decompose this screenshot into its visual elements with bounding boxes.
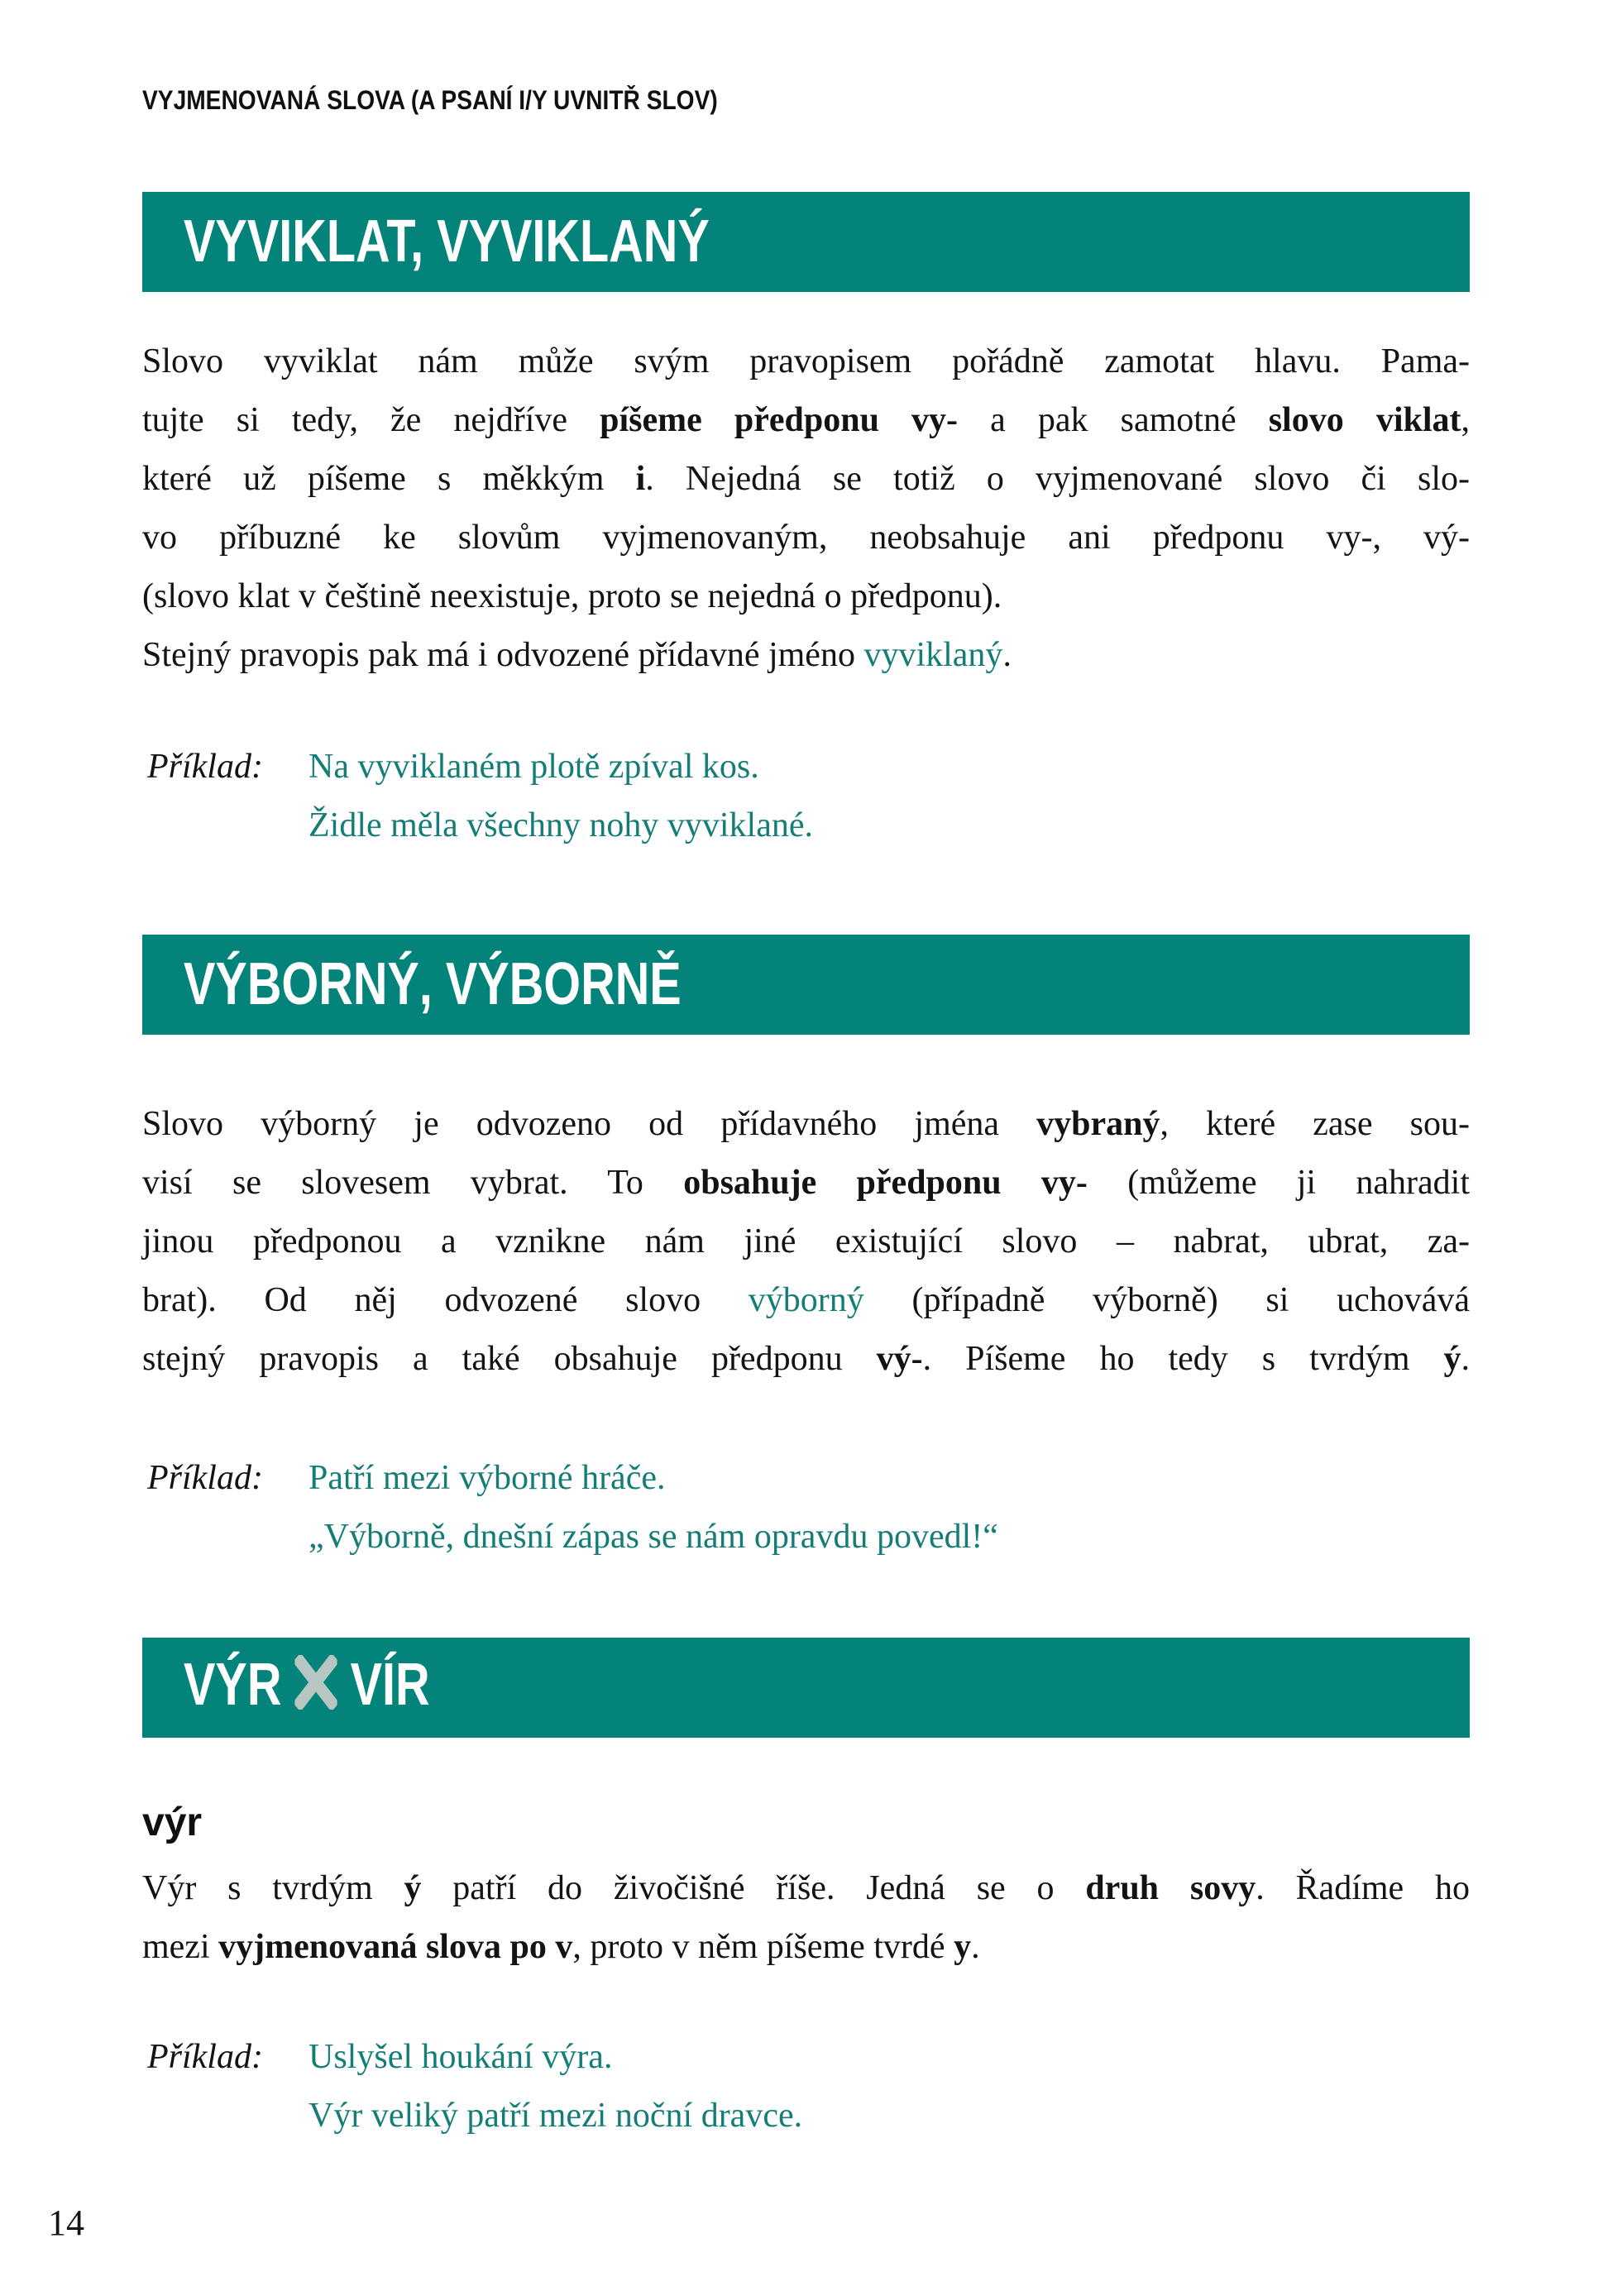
text-segment-bold: vyjmenovaná slova po v	[218, 1928, 573, 1966]
example-block-vyviklat	[142, 738, 1470, 855]
example-sentence: Na vyviklaném plotě zpíval kos.	[309, 748, 759, 786]
text-segment: jinou předponou a vznikne nám jiné existující slovo – nabrat, ubrat, za-	[142, 1222, 1470, 1260]
text-segment: , proto v něm píšeme tvrdé	[572, 1928, 954, 1966]
text-line	[142, 509, 1470, 567]
text-segment-bold: ý	[1443, 1340, 1461, 1378]
text-segment: stejný pravopis a také obsahuje předponu	[142, 1340, 877, 1378]
example-lines	[142, 2028, 1470, 2145]
text-segment-bold: obsahuje předponu vy-	[683, 1164, 1088, 1202]
text-segment: . Řadíme ho	[1256, 1869, 1470, 1907]
text-segment: patří do živočišné říše. Jedná se o	[421, 1869, 1086, 1907]
text-segment-bold: píšeme předponu vy-	[600, 401, 959, 439]
example-label: Příklad:	[147, 748, 263, 786]
text-segment: vo příbuzné ke slovům vyjmenovaným, neobsahuje ani předponu vy-, vý-	[142, 519, 1470, 557]
text-line	[142, 626, 1470, 685]
text-line	[142, 1095, 1470, 1154]
page-number: 14	[48, 2203, 84, 2243]
text-segment: .	[1461, 1340, 1470, 1378]
banner-word-vir: VÍR	[350, 1652, 430, 1718]
section-banner-title: VÝBORNÝ, VÝBORNĚ	[184, 951, 682, 1017]
text-segment: Stejný pravopis pak má i odvozené přídavné jméno	[142, 636, 864, 674]
section-banner-vyborny	[142, 935, 1470, 1035]
text-segment: brat). Od něj odvozené slovo	[142, 1281, 749, 1319]
banner-word-vyr: VÝR	[184, 1652, 282, 1718]
paragraph-vyviklat	[142, 332, 1470, 685]
text-segment-bold: ý	[404, 1869, 422, 1907]
example-sentence: Patří mezi výborné hráče.	[309, 1459, 666, 1497]
text-segment: (můžeme ji nahradit	[1087, 1164, 1470, 1202]
text-segment: Výr s tvrdým	[142, 1869, 404, 1907]
text-segment: mezi	[142, 1928, 219, 1966]
text-line	[142, 1271, 1470, 1330]
text-line	[142, 567, 1470, 626]
text-segment-bold: vý-	[876, 1340, 923, 1378]
text-line	[142, 1859, 1470, 1918]
multiplication-x-icon	[294, 1640, 337, 1740]
text-line	[142, 1213, 1470, 1271]
text-segment: a pak samotné	[958, 401, 1269, 439]
paragraph-vyborny	[142, 1095, 1470, 1389]
text-line	[142, 332, 1470, 391]
example-block-vyborny	[142, 1449, 1470, 1567]
paragraph-vyr	[142, 1859, 1470, 1977]
text-line	[142, 1918, 1470, 1977]
running-header-text: VYJMENOVANÁ SLOVA (A PSANÍ I/Y UVNITŘ SLOV)	[142, 85, 718, 115]
text-segment: (případně výborně) si uchovává	[863, 1281, 1470, 1319]
subheading-vyr: výr	[142, 1801, 203, 1844]
example-sentence: Výr veliký patří mezi noční dravce.	[309, 2097, 803, 2135]
text-segment: . Píšeme ho tedy s tvrdým	[922, 1340, 1444, 1378]
text-segment: Slovo vyviklat nám může svým pravopisem pořádně zamotat hlavu. Pama-	[142, 342, 1470, 380]
example-sentence: „Výborně, dnešní zápas se nám opravdu povedl!“	[309, 1518, 998, 1556]
text-segment-bold: y	[954, 1928, 972, 1966]
text-segment: , které zase sou-	[1160, 1105, 1470, 1143]
text-segment-teal: vyviklaný	[863, 636, 1003, 674]
text-segment: visí se slovesem vybrat. To	[142, 1164, 684, 1202]
text-segment-bold: slovo viklat	[1268, 401, 1461, 439]
example-block-vyr	[142, 2028, 1470, 2145]
section-banner-vyr-vir	[142, 1638, 1470, 1738]
text-segment: Slovo výborný je odvozeno od přídavného jména	[142, 1105, 1037, 1143]
example-label: Příklad:	[147, 1459, 263, 1497]
text-segment: které už píšeme s měkkým	[142, 460, 636, 498]
example-sentence: Uslyšel houkání výra.	[309, 2038, 613, 2076]
text-segment: . Nejedná se totiž o vyjmenované slovo či slo-	[645, 460, 1470, 498]
text-segment-bold: druh sovy	[1085, 1869, 1256, 1907]
text-segment: tujte si tedy, že nejdříve	[142, 401, 600, 439]
example-label: Příklad:	[147, 2038, 263, 2076]
running-header	[142, 84, 796, 117]
text-segment: (slovo klat v češtině neexistuje, proto se nejedná o předponu).	[142, 577, 1002, 615]
section-banner-vyviklat	[142, 192, 1470, 292]
example-sentence: Židle měla všechny nohy vyviklané.	[309, 806, 814, 844]
example-lines	[142, 1449, 1470, 1567]
text-segment: .	[1002, 636, 1012, 674]
text-line	[142, 1154, 1470, 1213]
section-banner-title	[184, 1635, 430, 1740]
text-line	[142, 450, 1470, 509]
section-banner-title: VYVIKLAT, VYVIKLANÝ	[184, 208, 710, 275]
text-segment-teal: výborný	[748, 1281, 864, 1319]
text-line	[142, 1330, 1470, 1389]
text-segment: .	[971, 1928, 980, 1966]
text-segment-bold: vybraný	[1036, 1105, 1160, 1143]
example-lines	[142, 738, 1470, 855]
text-line	[142, 391, 1470, 450]
text-segment-bold: i	[635, 460, 646, 498]
text-segment: ,	[1461, 401, 1470, 439]
